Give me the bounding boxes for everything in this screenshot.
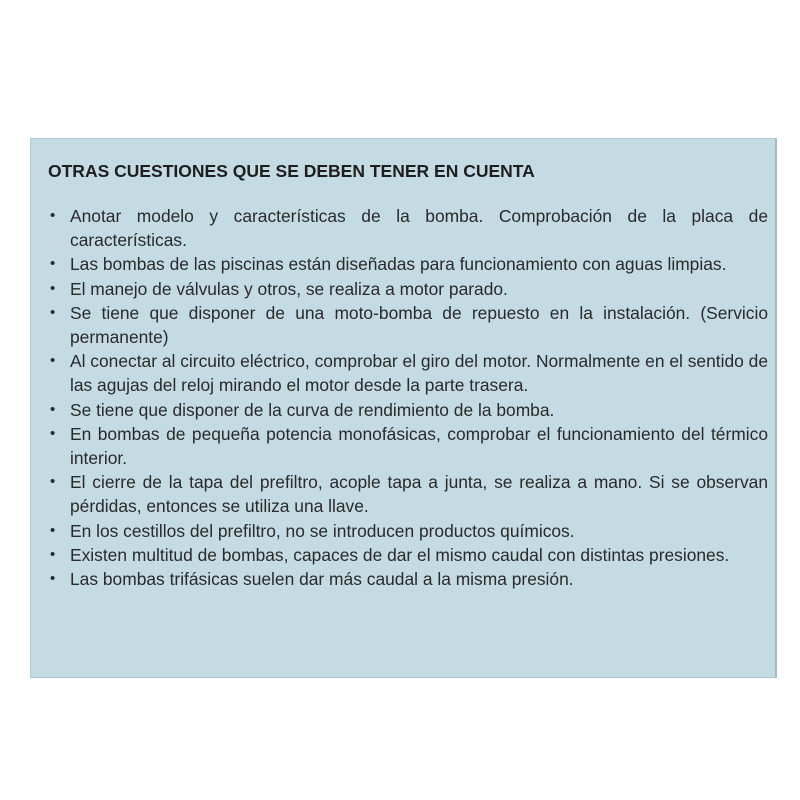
list-item-text: El cierre de la tapa del prefiltro, acople tapa a junta, se realiza a mano. Si se observan pérdidas, entonces se utiliza una llave.	[70, 472, 768, 517]
list-item	[48, 252, 768, 276]
list-item-text: Existen multitud de bombas, capaces de dar el mismo caudal con distintas presiones.	[70, 544, 730, 565]
bullet-icon: •	[50, 207, 56, 224]
list-item-text: Se tiene que disponer de una moto-bomba de repuesto en la instalación. (Servicio permanente)	[70, 302, 768, 348]
bullet-icon: •	[50, 352, 56, 370]
list-item-text: Anotar modelo y características de la bomba. Comprobación de la placa de características.	[70, 206, 768, 251]
bullet-icon: •	[50, 570, 56, 588]
bullet-icon: •	[50, 279, 56, 297]
info-box	[30, 138, 777, 678]
list-item	[48, 301, 768, 349]
list-item	[48, 398, 768, 422]
list-item	[48, 422, 768, 470]
list-item-text: Las bombas trifásicas suelen dar más caudal a la misma presión.	[70, 569, 574, 590]
list-item-text: El manejo de válvulas y otros, se realiza a motor parado.	[70, 278, 508, 299]
list-item-text: Se tiene que disponer de la curva de rendimiento de la bomba.	[70, 399, 555, 420]
bullet-icon: •	[50, 303, 56, 321]
bullet-icon: •	[50, 255, 56, 273]
bullet-list	[48, 204, 768, 591]
list-item	[48, 519, 768, 543]
list-item-text: En los cestillos del prefiltro, no se introducen productos químicos.	[70, 520, 575, 541]
bullet-icon: •	[50, 545, 56, 563]
bullet-icon: •	[50, 473, 56, 491]
list-item-text: En bombas de pequeña potencia monofásicas, comprobar el funcionamiento del térmico interior.	[70, 423, 768, 469]
bullet-icon: •	[50, 424, 56, 442]
list-item-text: Las bombas de las piscinas están diseñadas para funcionamiento con aguas limpias.	[70, 254, 727, 275]
list-item	[48, 204, 768, 252]
list-item-text: Al conectar al circuito eléctrico, comprobar el giro del motor. Normalmente en el sentido de las agujas del reloj mirando el motor desde la parte trasera.	[70, 351, 768, 396]
list-item	[48, 349, 768, 397]
list-item	[48, 277, 768, 301]
list-item	[48, 567, 768, 591]
bullet-icon: •	[50, 521, 56, 539]
section-heading: OTRAS CUESTIONES QUE SE DEBEN TENER EN CUENTA	[48, 161, 535, 181]
list-item	[48, 543, 768, 567]
list-item	[48, 470, 768, 518]
bullet-icon: •	[50, 400, 56, 418]
